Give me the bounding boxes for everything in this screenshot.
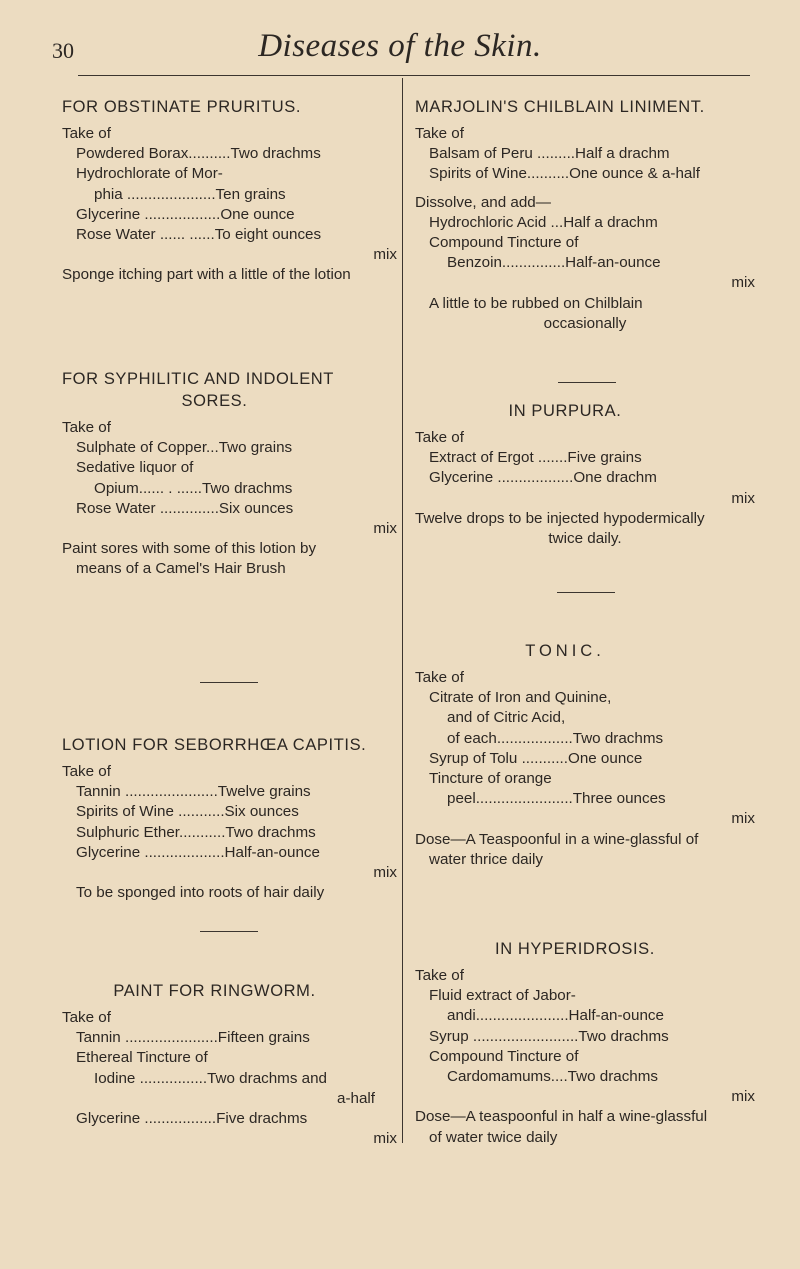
column-divider: [402, 78, 403, 1143]
mix-label: mix: [373, 520, 397, 538]
take-of: Take of: [415, 967, 464, 984]
separator-rule: [200, 682, 258, 683]
recipe-chilblain: [415, 96, 755, 334]
take-of: Take of: [62, 125, 111, 142]
mix-label: mix: [731, 274, 755, 292]
ingredient-line: Balsam of Peru .........Half a drachm: [429, 145, 670, 163]
ingredient-line: Benzoin...............Half-an-ounce: [447, 254, 661, 272]
recipe-tonic: [415, 640, 755, 870]
recipe-title-cont: SORES.: [181, 392, 248, 410]
ingredient-line: of each..................Two drachms: [447, 729, 664, 747]
ingredient-line: Spirits of Wine..........One ounce & a-half: [429, 165, 700, 183]
instructions-cont: water thrice daily: [429, 850, 543, 868]
take-of: Take of: [62, 419, 111, 436]
ingredient-line: phia .....................Ten grains: [94, 185, 286, 203]
ingredient-line: Hydrochlorate of Mor-: [76, 165, 223, 183]
instructions: Sponge itching part with a little of the lotion: [62, 266, 351, 284]
recipe-title: IN PURPURA.: [508, 402, 622, 420]
recipe-title: FOR SYPHILITIC AND INDOLENT: [62, 370, 334, 388]
ingredient-line: Fluid extract of Jabor-: [429, 987, 576, 1005]
mix-label: mix: [373, 1130, 397, 1148]
running-title: Diseases of the Skin.: [258, 28, 542, 64]
recipe-title: TONIC.: [525, 642, 605, 660]
ingredient-line: Tannin ......................Twelve grains: [76, 783, 311, 801]
instructions-cont: means of a Camel's Hair Brush: [76, 560, 286, 578]
ingredient-line: Powdered Borax..........Two drachms: [76, 145, 321, 163]
recipe-ringworm: [62, 980, 397, 1149]
take-of: Take of: [415, 429, 464, 446]
separator-rule: [557, 592, 615, 593]
mix-label: mix: [731, 489, 755, 507]
mix-label: mix: [373, 246, 397, 264]
instructions-cont: twice daily.: [548, 530, 622, 548]
recipe-syphilitic-sores: [62, 368, 397, 580]
instructions: Dose—A teaspoonful in half a wine-glassful: [415, 1108, 708, 1126]
ingredient-line: Iodine ................Two drachms and: [94, 1069, 327, 1087]
ingredient-line: and of Citric Acid,: [447, 709, 566, 727]
ingredient-line: Sulphuric Ether...........Two drachms: [76, 823, 316, 841]
ingredient-line: Tannin ......................Fifteen grains: [76, 1029, 310, 1047]
recipe-pruritus: [62, 96, 397, 286]
ingredient-line: Glycerine ...................Half-an-ounce: [76, 843, 320, 861]
ingredient-line: Glycerine ..................One ounce: [76, 205, 295, 223]
instructions: Dose—A Teaspoonful in a wine-glassful of: [415, 830, 699, 848]
separator-rule: [558, 382, 616, 383]
ingredient-line: Extract of Ergot .......Five grains: [429, 449, 642, 467]
take-of: Take of: [62, 1009, 111, 1026]
take-of: Take of: [415, 669, 464, 686]
instructions: Paint sores with some of this lotion by: [62, 540, 317, 558]
instructions: A little to be rubbed on Chilblain: [429, 294, 643, 312]
mix-label: mix: [373, 864, 397, 882]
ingredient-line: Ethereal Tincture of: [76, 1049, 208, 1067]
ingredient-line: Sedative liquor of: [76, 459, 194, 477]
ingredient-line: Tincture of orange: [429, 770, 552, 788]
ingredient-line-cont: a-half: [337, 1089, 375, 1107]
instructions: Twelve drops to be injected hypodermically: [415, 509, 705, 527]
recipe-title: LOTION FOR SEBORRHŒA CAPITIS.: [62, 736, 367, 754]
recipe-title: IN HYPERIDROSIS.: [495, 940, 655, 958]
ingredient-line: Syrup .........................Two drachms: [429, 1027, 669, 1045]
ingredient-line: Cardomamums....Two drachms: [447, 1068, 658, 1086]
ingredient-line: Compound Tincture of: [429, 234, 579, 252]
ingredient-line: Rose Water ..............Six ounces: [76, 499, 294, 517]
ingredient-line: Compound Tincture of: [429, 1047, 579, 1065]
ingredient-line: Glycerine .................Five drachms: [76, 1110, 308, 1128]
ingredient-line: Sulphate of Copper...Two grains: [76, 439, 293, 457]
recipe-purpura: [415, 400, 755, 549]
dissolve-step: Dissolve, and add—: [415, 193, 551, 211]
ingredient-line: Syrup of Tolu ...........One ounce: [429, 749, 643, 767]
mix-label: mix: [731, 810, 755, 828]
recipe-title: PAINT FOR RINGWORM.: [113, 982, 316, 1000]
page-number: 30: [52, 38, 74, 63]
recipe-seborrhoea: [62, 734, 397, 903]
ingredient-line: Glycerine ..................One drachm: [429, 469, 657, 487]
ingredient-line: andi......................Half-an-ounce: [447, 1007, 664, 1025]
ingredient-line: Spirits of Wine ...........Six ounces: [76, 803, 299, 821]
instructions-cont: of water twice daily: [429, 1128, 558, 1146]
ingredient-line: Opium...... . ......Two drachms: [94, 479, 293, 497]
ingredient-line: Hydrochloric Acid ...Half a drachm: [429, 213, 658, 231]
instructions-cont: occasionally: [543, 314, 627, 332]
recipe-title: MARJOLIN'S CHILBLAIN LINIMENT.: [415, 98, 705, 116]
recipe-title: FOR OBSTINATE PRURITUS.: [62, 98, 302, 116]
separator-rule: [200, 931, 258, 932]
ingredient-line: peel.......................Three ounces: [447, 790, 666, 808]
ingredient-line: Citrate of Iron and Quinine,: [429, 689, 612, 707]
top-rule: [78, 75, 750, 76]
take-of: Take of: [415, 125, 464, 142]
instructions: To be sponged into roots of hair daily: [76, 884, 325, 902]
ingredient-line: Rose Water ...... ......To eight ounces: [76, 226, 322, 244]
recipe-hyperidrosis: [415, 938, 755, 1148]
take-of: Take of: [62, 763, 111, 780]
mix-label: mix: [731, 1088, 755, 1106]
